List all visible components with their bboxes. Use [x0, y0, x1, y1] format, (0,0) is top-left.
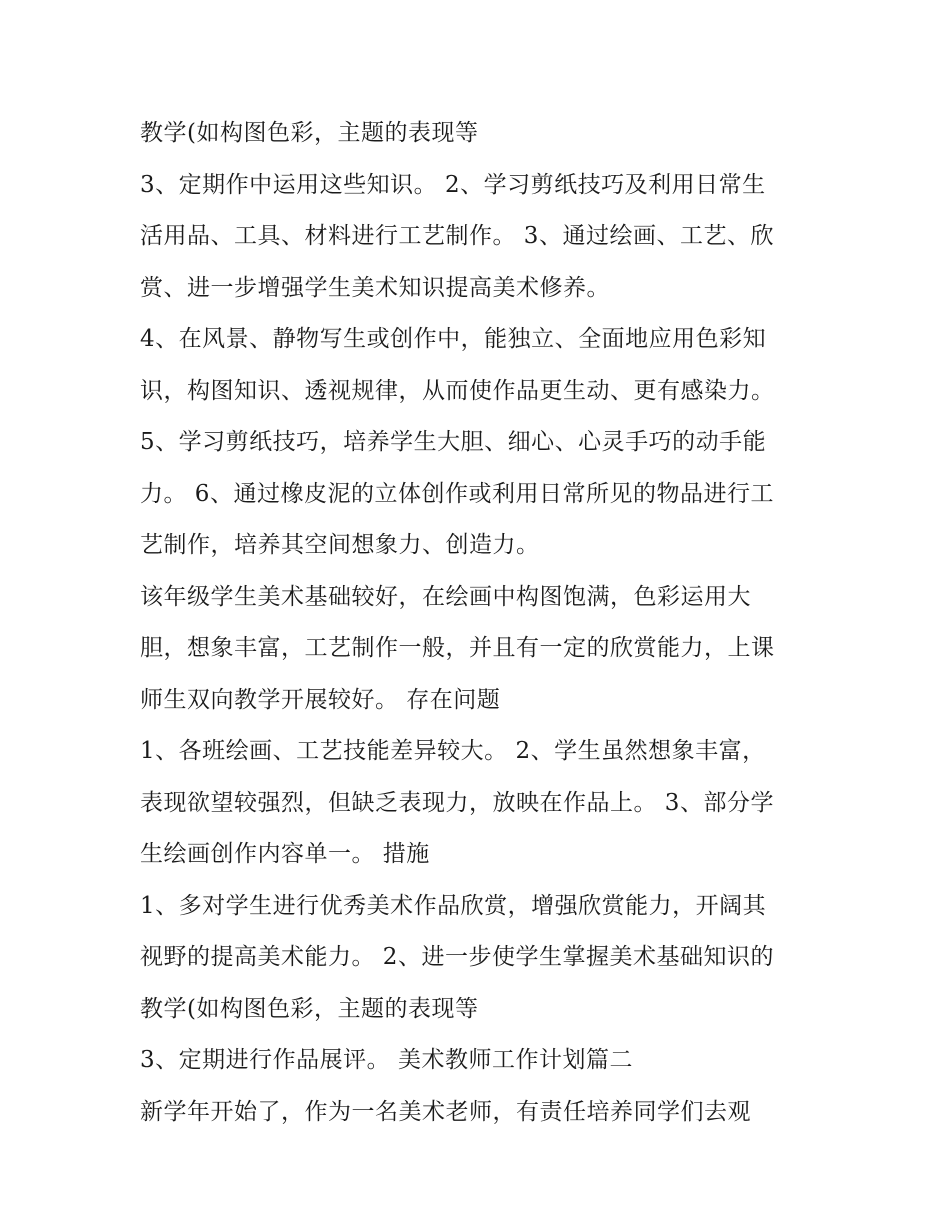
text-line: 胆，想象丰富，工艺制作一般，并且有一定的欣赏能力，上课 [140, 635, 775, 661]
text-line: 赏、进一步增强学生美术知识提高美术修养。 [140, 274, 610, 301]
document-body [140, 108, 830, 1138]
text-line: 3、定期作中运用这些知识。 2、学习剪纸技巧及利用日常生 [140, 171, 766, 198]
text-line: 生绘画创作内容单一。 措施 [140, 841, 430, 867]
text-line: 力。 6、通过橡皮泥的立体创作或利用日常所见的物品进行工 [140, 480, 774, 507]
text-line: 艺制作，培养其空间想象力、创造力。 [140, 532, 540, 558]
text-line: 视野的提高美术能力。 2、进一步使学生掌握美术基础知识的 [140, 944, 774, 970]
text-line: 师生双向教学开展较好。 存在问题 [140, 686, 501, 713]
text-line: 3、定期进行作品展评。 美术教师工作计划篇二 [140, 1047, 633, 1073]
text-line: 教学(如构图色彩，主题的表现等 [140, 995, 479, 1022]
text-line: 新学年开始了，作为一名美术老师，有责任培养同学们去观 [140, 1098, 751, 1125]
text-line: 4、在风景、静物写生或创作中，能独立、全面地应用色彩知 [140, 326, 767, 352]
text-line: 识，构图知识、透视规律，从而使作品更生动、更有感染力。 [140, 377, 775, 404]
text-line: 5、学习剪纸技巧，培养学生大胆、细心、心灵手巧的动手能 [140, 429, 767, 455]
text-line: 活用品、工具、材料进行工艺制作。 3、通过绘画、工艺、欣 [140, 223, 774, 249]
text-line: 教学(如构图色彩，主题的表现等 [140, 120, 479, 146]
text-line: 1、多对学生进行优秀美术作品欣赏，增强欣赏能力，开阔其 [140, 892, 767, 919]
text-line: 表现欲望较强烈，但缺乏表现力，放映在作品上。 3、部分学 [140, 789, 774, 816]
text-line: 该年级学生美术基础较好，在绘画中构图饱满，色彩运用大 [140, 583, 751, 610]
text-line: 1、各班绘画、工艺技能差异较大。 2、学生虽然想象丰富， [140, 738, 766, 764]
